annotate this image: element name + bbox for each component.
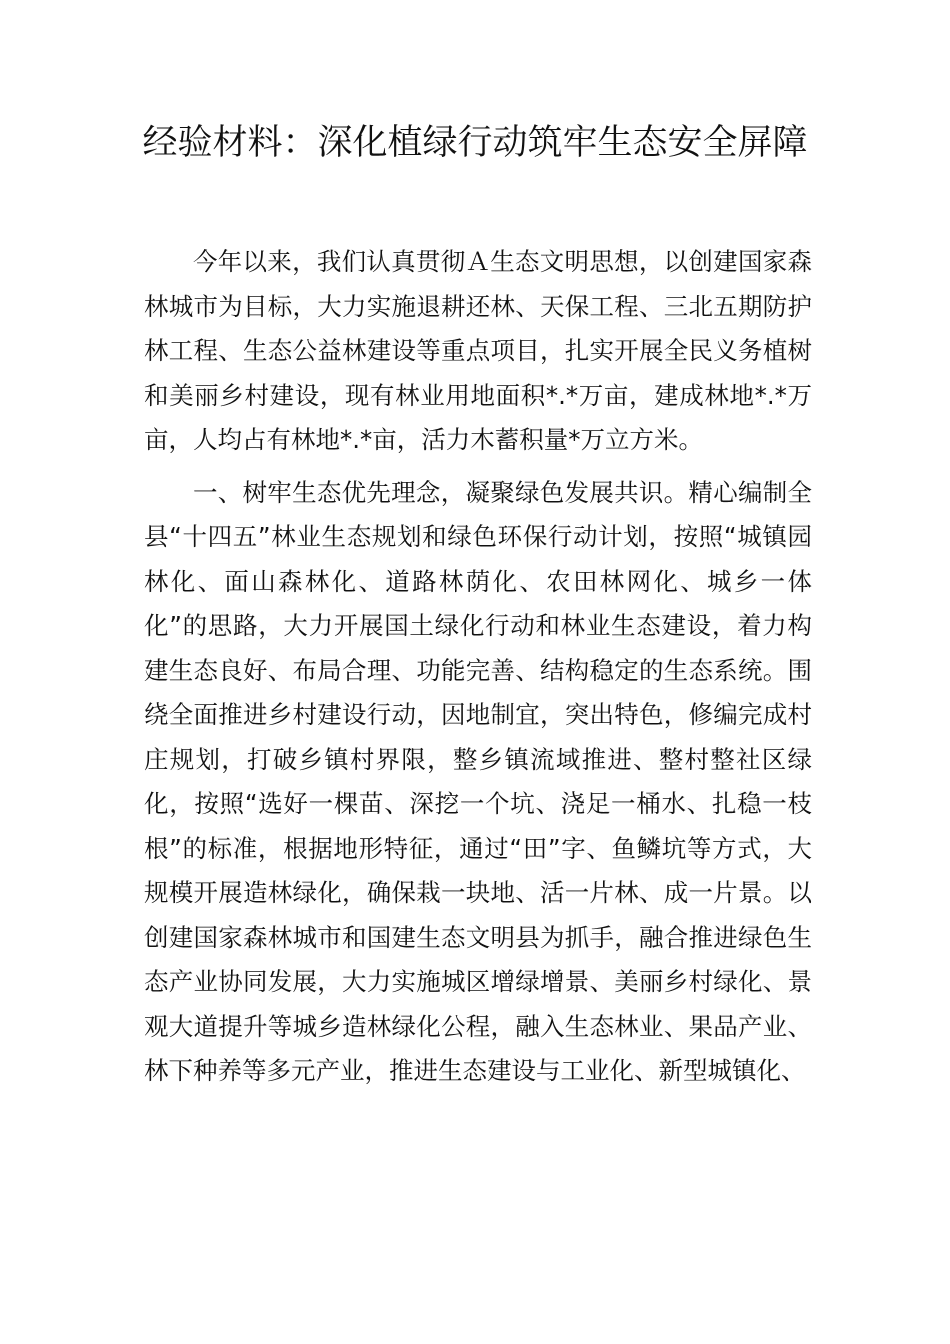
document-title: 经验材料：深化植绿行动筑牢生态安全屏障 <box>142 123 808 163</box>
document-body <box>144 240 812 1102</box>
section-one-text: 精心编制全县“十四五”林业生态规划和绿色环保行动计划，按照“城镇园林化、面山森林化、道路林荫化、农田林网化、城乡一体化”的思路，大力开展国土绿化行动和林业生态建设，着力构建生态良好、布局合理、功能完善、结构稳定的生态系统。围绕全面推进乡村建设行动，因地制宜，突出特色，修编完成村庄规划，打破乡镇村界限，整乡镇流域推进、整村整社区绿化，按照“选好一棵苗、深挖一个坑、浇足一桶水、扎稳一枝根”的标准，根据地形特征，通过“田”字、鱼鳞坑等方式，大规模开展造林绿化，确保栽一块地、活一片林、成一片景。以创建国家森林城市和国建生态文明县为抓手，融合推进绿色生态产业协同发展，大力实施城区增绿增景、美丽乡村绿化、景观大道提升等城乡造林绿化公程，融入生态林业、果品产业、林下种养等多元产业，推进生态建设与工业化、新型城镇化、 <box>144 477 813 1085</box>
intro-paragraph: 今年以来，我们认真贯彻Ａ生态文明思想，以创建国家森林城市为目标，大力实施退耕还林、天保工程、三北五期防护林工程、生态公益林建设等重点项目，扎实开展全民义务植树和美丽乡村建设，现有林业用地面积*.*万亩，建成林地*.*万亩，人均占有林地*.*亩，活力木蓄积量*万立方米。 <box>144 247 812 454</box>
section-one-paragraph <box>144 471 812 1094</box>
section-one-heading: 一、树牢生态优先理念，凝聚绿色发展共识。 <box>193 477 689 507</box>
